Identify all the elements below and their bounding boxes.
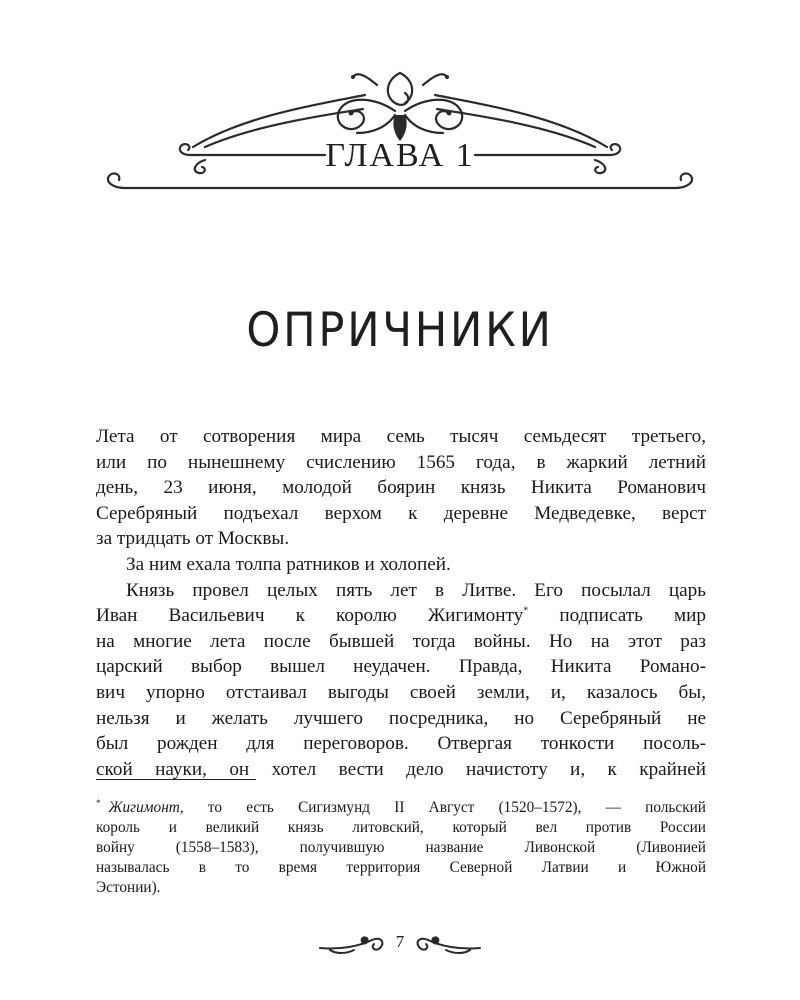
footnote-line (96, 858, 706, 878)
body-line (96, 450, 706, 476)
body-line-text: ской науки, он хотел вести дело начистоту и, к крайней (96, 758, 706, 780)
body-line-text-continued: подписать мир (528, 605, 706, 627)
body-line-text: или по нынешнему счислению 1565 года, в жаркий летний (96, 451, 706, 473)
body-line-text: был рожден для переговоров. Отвергая тонкости посоль- (96, 733, 706, 755)
body-line (96, 526, 706, 552)
footnote-term: Жигимонт (108, 799, 180, 816)
body-line-text: За ним ехала толпа ратников и холопей. (126, 553, 451, 575)
body-line (96, 552, 706, 578)
chapter-title: ОПРИЧНИКИ (246, 303, 554, 359)
footnote-line (96, 818, 706, 838)
body-line (96, 706, 706, 732)
footnote-line (96, 798, 706, 818)
body-line-text: за тридцать от Москвы. (96, 528, 290, 550)
footnote-line (96, 838, 706, 858)
page-number: 7 (395, 932, 405, 951)
chapter-ornament (95, 55, 705, 215)
footnote-reference[interactable]: * (523, 605, 529, 617)
body-line (96, 629, 706, 655)
footnote-line (96, 878, 706, 898)
body-line (96, 603, 706, 629)
body-line (96, 731, 706, 757)
body-line-text: Князь провел целых пять лет в Литве. Его посылал царь (126, 579, 706, 601)
body-line (96, 578, 706, 604)
body-line-text: Серебряный подъехал верхом к деревне Медведевке, верст (96, 502, 706, 524)
body-line-text: вич упорно отстаивал выгоды своей земли, и, казалось бы, (96, 681, 706, 703)
body-line-text: день, 23 июня, молодой боярин князь Никита Романович (96, 477, 706, 499)
footnote-line-text: Эстонии). (96, 879, 161, 896)
footnote-divider (96, 779, 256, 780)
body-line (96, 680, 706, 706)
footnote-star: * (96, 797, 101, 808)
body-line (96, 501, 706, 527)
footnote-line-text: называлась в то время территория Северной Латвии и Южной (96, 859, 706, 876)
footnote-line-text: войну (1558–1583), получившую название Ливонской (Ливонией (96, 839, 706, 856)
footnote (96, 798, 706, 898)
body-line-text: Лета от сотворения мира семь тысяч семьдесят третьего, (96, 426, 706, 447)
body-line-text: Иван Васильевич к королю Жигимонту (96, 605, 524, 627)
body-text (96, 424, 706, 782)
body-line (96, 654, 706, 680)
page-number-ornament (300, 928, 500, 962)
chapter-label: ГЛАВА 1 (325, 137, 475, 174)
footnote-line-text: , то есть Сигизмунд II Август (1520–1572), — польский (179, 799, 706, 816)
body-line-text: царский выбор вышел неудачен. Правда, Никита Романо- (96, 656, 706, 678)
body-line-text: нельзя и желать лучшего посредника, но Серебряный не (96, 707, 706, 729)
footnote-line-text: король и великий князь литовский, который вел против России (96, 819, 706, 836)
body-line (96, 424, 706, 450)
body-line-text: на многие лета после бывшей тогда войны. Но на этот раз (96, 630, 706, 652)
body-line (96, 475, 706, 501)
